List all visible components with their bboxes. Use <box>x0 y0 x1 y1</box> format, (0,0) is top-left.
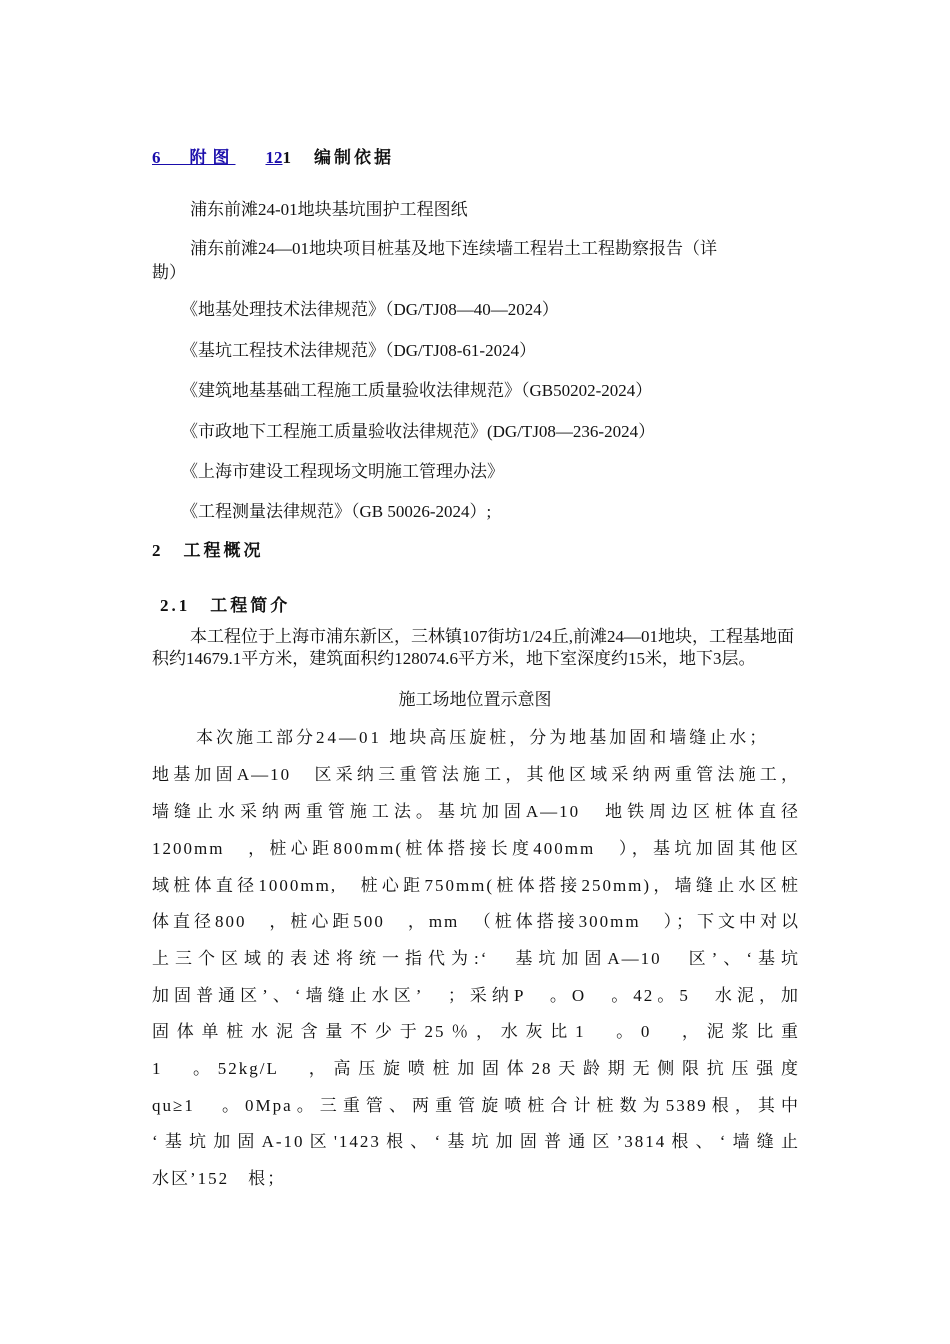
body-line: 1 。52kg/L ，高压旋喷桩加固体28天龄期无侧限抗压强度 <box>152 1059 800 1078</box>
body-line: ‘基坑加固A-10区'1423根、‘基坑加固普通区’3814根、‘墙缝止 <box>152 1132 800 1151</box>
toc-entry-page: 12 <box>265 148 283 167</box>
basis-item: 《基坑工程技术法律规范》（DG/TJ08-61-2024） <box>181 341 537 360</box>
body-line: 域桩体直径1000mm, 桩心距750mm(桩体搭接250mm)，墙缝止水区桩 <box>152 876 800 895</box>
section-2-1-heading <box>160 591 290 616</box>
basis-item: 《工程测量法律规范》（GB 50026-2024）; <box>181 502 492 521</box>
toc-line <box>152 143 394 168</box>
basis-item: 浦东前滩24—01地块项目桩基及地下连续墙工程岩土工程勘察报告（详 <box>190 239 717 258</box>
section-1-heading <box>283 148 395 167</box>
body-line: qu≥1 。0Mpa。三重管、两重管旋喷桩合计桩数为5389根，其中 <box>152 1096 800 1115</box>
section-1-title: 编制依据 <box>314 148 394 167</box>
body-line: 加固普通区’、‘墙缝止水区’ ；采纳P 。O 。42。5 水泥，加 <box>152 986 800 1005</box>
basis-item-continued: 勘） <box>152 263 186 282</box>
section-1-number: 1 <box>282 148 294 167</box>
project-intro-paragraph: 本工程位于上海市浦东新区，三林镇107街坊1/24丘,前滩24—01地块，工程基地面积约14679.1平方米，建筑面积约128074.6平方米，地下室深度约15米，地下3层。 <box>152 627 794 668</box>
basis-item: 《建筑地基基础工程施工质量验收法律规范》（GB50202-2024） <box>181 381 653 400</box>
body-line: 上三个区域的表述将统一指代为:‘ 基坑加固A—10 区’、‘基坑 <box>152 949 800 968</box>
basis-item: 《上海市建设工程现场文明施工管理办法》 <box>181 462 504 481</box>
section-2-title: 工程概况 <box>183 541 264 560</box>
basis-item: 《地基处理技术法律规范》（DG/TJ08—40—2024） <box>181 300 559 319</box>
figure-caption: 施工场地位置示意图 <box>398 690 552 709</box>
section-2-1-title: 工程简介 <box>210 596 291 615</box>
body-line: 本次施工部分24—01 地块高压旋桩，分为地基加固和墙缝止水； <box>196 728 770 747</box>
body-line: 1200mm ，桩心距800mm(桩体搭接长度400mm ），基坑加固其他区 <box>152 839 800 858</box>
section-2-1-number: 2.1 <box>160 596 191 615</box>
basis-item: 浦东前滩24-01地块基坑围护工程图纸 <box>190 200 468 219</box>
body-line: 固体单桩水泥含量不少于25％，水灰比1 。0 ，泥浆比重 <box>152 1022 800 1041</box>
body-line-last: 水区’152 根； <box>152 1169 287 1188</box>
body-line: 体直径800 ，桩心距500 ，mm （桩体搭接300mm ）；下文中对以 <box>152 912 800 931</box>
toc-link-appendix[interactable] <box>152 148 283 167</box>
section-2-heading <box>152 536 264 561</box>
body-line: 地基加固A—10 区采纳三重管法施工，其他区域采纳两重管法施工， <box>152 765 800 784</box>
section-2-number: 2 <box>152 541 164 560</box>
basis-item: 《市政地下工程施工质量验收法律规范》(DG/TJ08—236-2024） <box>181 422 656 441</box>
toc-entry-label: 6 附图 <box>152 148 236 167</box>
body-line: 墙缝止水采纳两重管施工法。基坑加固A—10 地铁周边区桩体直径 <box>152 802 800 821</box>
